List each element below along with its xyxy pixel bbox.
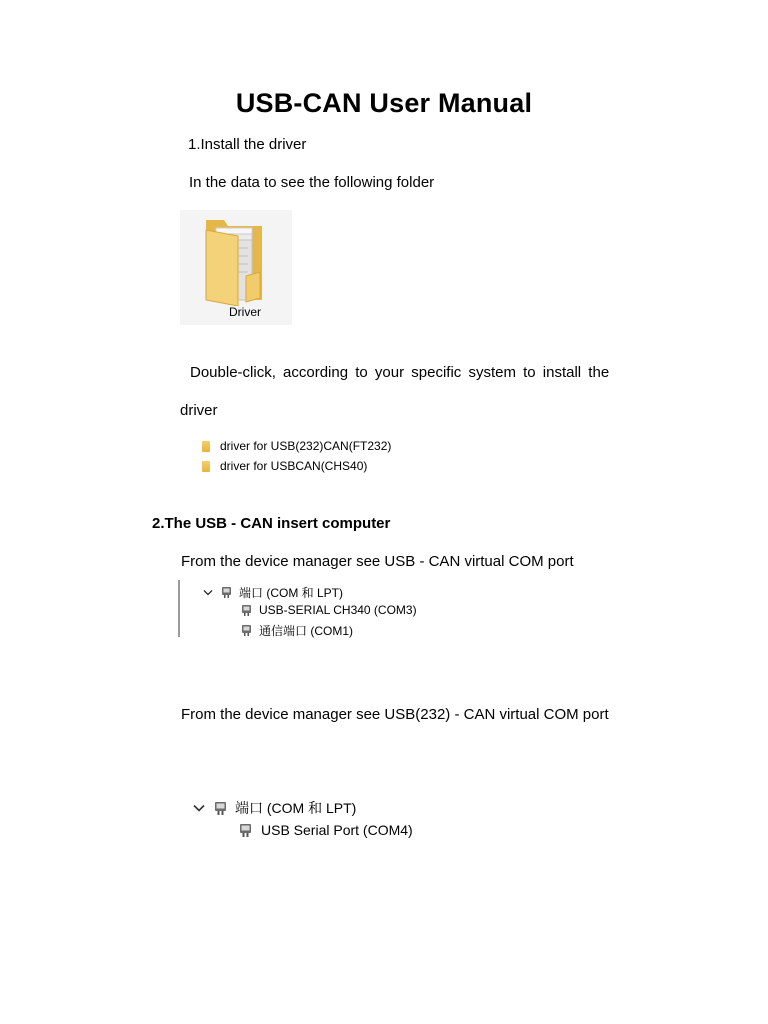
chevron-down-icon[interactable] [193, 804, 205, 813]
step2-intro1: From the device manager see USB - CAN virtual COM port [181, 553, 574, 570]
folder-label: Driver [229, 305, 261, 319]
tree-node-label: 端口 (COM 和 LPT) [235, 800, 357, 816]
step2-heading: 2.The USB - CAN insert computer [152, 515, 391, 532]
driver-folder[interactable] [180, 210, 292, 325]
tree-node-ports[interactable] [193, 798, 356, 818]
list-item[interactable] [202, 458, 367, 474]
step1-intro: In the data to see the following folder [189, 174, 435, 191]
tree-node-label: 端口 (COM 和 LPT) [239, 586, 343, 600]
tree-node-label: USB-SERIAL CH340 (COM3) [259, 603, 417, 617]
list-item[interactable] [202, 438, 391, 454]
tree-node-ports[interactable] [203, 584, 343, 601]
tree-node-com3[interactable] [241, 603, 417, 617]
port-icon [221, 586, 232, 599]
tree-node-com4[interactable] [239, 822, 413, 838]
step1-heading: 1.Install the driver [188, 136, 307, 153]
step2-intro2: From the device manager see USB(232) - CAN virtual COM port [181, 706, 609, 723]
tree-border [178, 580, 180, 637]
file-name: driver for USBCAN(CHS40) [220, 459, 368, 473]
tree-node-label: 通信端口 (COM1) [259, 624, 353, 638]
step1-instruction-line1: Double-click, according to your specific system to install the [190, 364, 610, 381]
folder-icon [202, 461, 210, 472]
tree-node-com1[interactable] [241, 622, 353, 639]
port-icon [214, 801, 227, 816]
file-name: driver for USB(232)CAN(FT232) [220, 439, 392, 453]
page-title: USB-CAN User Manual [235, 88, 533, 118]
tree-node-label: USB Serial Port (COM4) [261, 822, 413, 838]
step1-instruction-line2: driver [180, 402, 218, 419]
chevron-down-icon[interactable] [203, 589, 213, 597]
port-icon [241, 604, 252, 617]
port-icon [241, 624, 252, 637]
folder-icon [202, 441, 210, 452]
folder-icon [202, 214, 272, 306]
port-icon [239, 823, 252, 838]
